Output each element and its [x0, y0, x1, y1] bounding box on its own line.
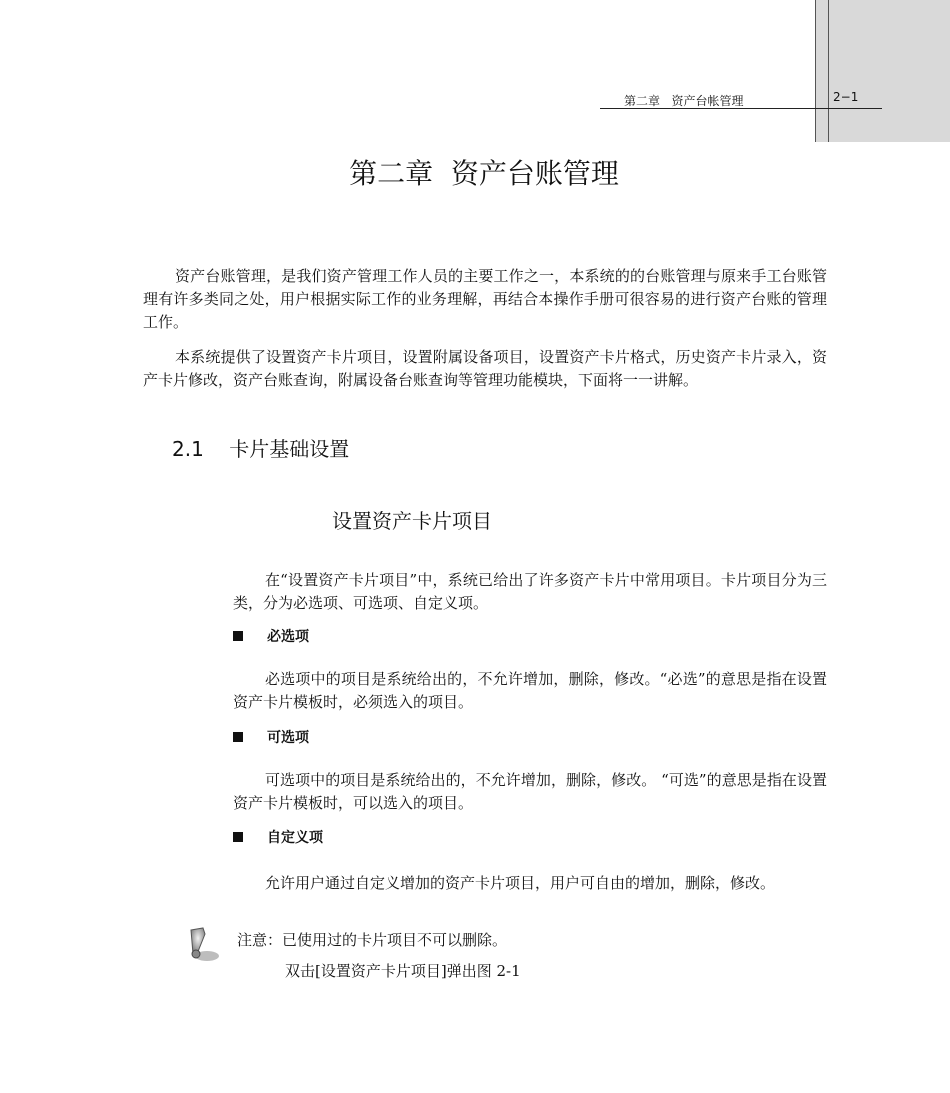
- bullet-label: 自定义项: [267, 830, 323, 846]
- chapter-title: 第二章 资产台账管理: [349, 157, 619, 190]
- body-paragraph-required: 必选项中的项目是系统给出的，不允许增加，删除，修改。“必选”的意思是指在设置资产卡片模板时，必须选入的项目。: [233, 670, 827, 711]
- body-paragraph-overview: 在“设置资产卡片项目”中，系统已给出了许多资产卡片中常用项目。卡片项目分为三类，分为必选项、可选项、自定义项。: [233, 571, 827, 612]
- running-header-title: 第二章 资产台帐管理: [624, 94, 744, 108]
- instruction-text: 双击[设置资产卡片项目]弹出图 2-1: [285, 962, 521, 980]
- note-text: 注意：已使用过的卡片项目不可以删除。: [237, 931, 508, 949]
- note-icon: [183, 924, 223, 964]
- square-bullet-icon: [233, 732, 243, 742]
- square-bullet-icon: [233, 631, 243, 641]
- bullet-custom: [233, 827, 323, 847]
- bullet-label: 必选项: [267, 629, 309, 645]
- intro-paragraph-1: 资产台账管理，是我们资产管理工作人员的主要工作之一，本系统的的台账管理与原来手工台账管理有许多类同之处，用户根据实际工作的业务理解，再结合本操作手册可很容易的进行资产台账的管理工作。: [143, 267, 827, 331]
- section-heading: 2.1 卡片基础设置: [172, 437, 350, 461]
- page-tab-decoration: [815, 0, 950, 142]
- body-paragraph-optional: 可选项中的项目是系统给出的，不允许增加，删除，修改。 “可选”的意思是指在设置资产卡片模板时，可以选入的项目。: [233, 771, 827, 812]
- bullet-required: [233, 626, 309, 646]
- page-number: 2−1: [833, 90, 859, 104]
- intro-paragraph-2: 本系统提供了设置资产卡片项目，设置附属设备项目，设置资产卡片格式，历史资产卡片录入，资产卡片修改，资产台账查询，附属设备台账查询等管理功能模块，下面将一一讲解。: [143, 348, 827, 389]
- body-paragraph-custom: 允许用户通过自定义增加的资产卡片项目，用户可自由的增加，删除，修改。: [265, 874, 776, 892]
- bullet-label: 可选项: [267, 730, 309, 746]
- square-bullet-icon: [233, 832, 243, 842]
- tab-divider-line: [828, 0, 829, 142]
- bullet-optional: [233, 727, 309, 747]
- header-rule: [600, 108, 882, 109]
- subsection-heading: 设置资产卡片项目: [332, 509, 492, 533]
